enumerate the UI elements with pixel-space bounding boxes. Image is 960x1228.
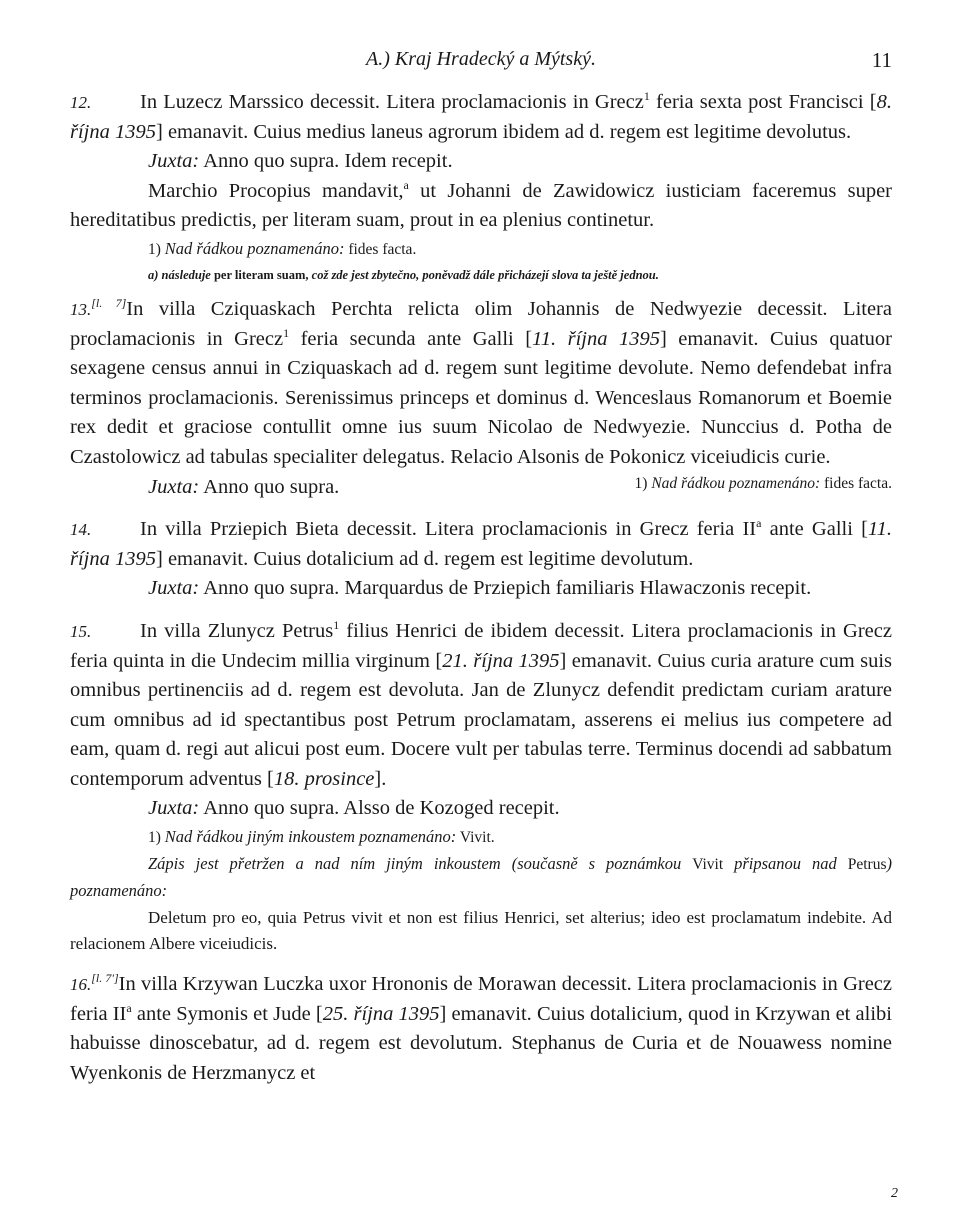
- page-header: [70, 40, 892, 80]
- entry-12-mandate: Marchio Procopius mandavit,$^a$ ut Johanni de Zawidowicz iusticiam faceremus super hereditatibus predictis, per literam suam, prout in ea plenius continetur.: [70, 177, 892, 232]
- date-ref: 11. října 1395: [532, 327, 660, 350]
- entry-14-text: 14. In villa Prziepich Bieta decessit. Litera proclamacionis in Grecz feria $II^a$ ante Galli [11. října 1395] emanavit. Cuius dotalicium ad d. regem est legitime devolutum.: [70, 516, 893, 570]
- deletion-note: Deletum pro eo, quia Petrus vivit et non est filius Henrici, set alterius; ideo est proclamatum indebite. Ad relacionem Albere viceiudicis.: [70, 908, 892, 954]
- entry-12-text: 12. In Luzecz Marssico decessit. Litera proclamacionis in Grecz$^1$ feria sexta post Francisci [8. října 1395] emanavit. Cuius medius laneus agrorum ibidem ad d. regem est legitime devolutus.: [70, 89, 892, 143]
- footnote-1: 1) Nad řádkou jiným inkoustem poznamenáno: Vivit.: [148, 827, 495, 847]
- entry-15-text: 15. In villa Zlunycz Petrus$^1$ filius Henrici de ibidem decessit. Litera proclamacionis in Grecz feria quinta in die Undecim millia virginum [21. října 1395] emanavit. Cuius curia arature cum suis omnibus pertinenciis ad d. regem est devoluta. Jan de Zlunycz defendit predictam curiam arature cum omnibus ad id spectantibus post Petrum proclamatam, asserens ei melius ius competere ad eam, quam d. regi aut alicui post eum. Docere vult per tabulas terre. Terminus docendi ad sabbatum contemporum adventus [18. prosince].: [70, 618, 892, 790]
- date-ref: 18. prosince: [273, 767, 375, 790]
- footnote-1: 1) Nad řádkou poznamenáno: fides facta.: [148, 238, 417, 258]
- page: [70, 40, 892, 1088]
- folio-ref: [l. 7]: [91, 296, 127, 311]
- entry-15: [70, 617, 892, 957]
- footnote-a: a) následuje per literam suam, což zde jest zbytečno, poněvadž dále přicházejí slova ta ještě jednou.: [148, 267, 659, 282]
- juxta-row: [70, 473, 892, 503]
- date-ref: 21. října 1395: [442, 649, 560, 672]
- entry-13-text: 13.[l. 7]In villa Cziquaskach Perchta relicta olim Johannis de Nedwyezie decessit. Litera proclamacionis in Grecz$^1$ feria secunda ante Galli [11. října 1395] emanavit. Cuius quatuor sexagene census annui in Cziquaskach ad d. regem sunt legitime devolute. Nemo defendebat infra terminos proclamacionis. Serenissimus princeps et dominus d. Wenceslaus Romanorum et Boemie rex dedit et graciose contullit omne ius suum Nicolao de Nedwyezie. Nunccius d. Potha de Czastolowicz ad tabulas specialiter delegatus. Relacio Alsonis de Pokonicz viceiudicis curie.: [70, 296, 892, 468]
- date-ref: 25. října 1395: [322, 1002, 440, 1025]
- signature-mark: 2: [891, 1186, 898, 1201]
- juxta-line: Juxta: Anno quo supra. Alsso de Kozoged recepit.: [148, 797, 560, 820]
- date-ref: 8. října 1395: [70, 91, 892, 143]
- entry-number: 12.: [70, 93, 92, 112]
- entry-13: [70, 295, 892, 502]
- footnote-1: 1) Nad řádkou poznamenáno: fides facta.: [634, 474, 892, 492]
- running-title: A.) Kraj Hradecký a Mýtský.: [366, 48, 596, 70]
- juxta-line: Juxta: Anno quo supra. Idem recepit.: [148, 150, 453, 173]
- entry-number: 15.: [70, 621, 92, 641]
- entry-16: [70, 970, 892, 1088]
- entry-12: [70, 88, 892, 287]
- editorial-note: Zápis jest přetržen a nad ním jiným inkoustem (současně s poznámkou Vivit připsanou nad Petrus) poznamenáno:: [70, 854, 892, 901]
- page-number: 11: [871, 48, 892, 72]
- entry-number: 13.: [70, 299, 92, 319]
- entry-number: 16.: [70, 975, 92, 995]
- entry-14: [70, 515, 892, 604]
- date-ref: 11. října 1395: [70, 518, 893, 570]
- entry-number: 14.: [70, 520, 92, 540]
- folio-ref: [l. 7']: [91, 971, 119, 986]
- juxta-line: Juxta: Anno quo supra. Marquardus de Prziepich familiaris Hlawaczonis recepit.: [148, 577, 812, 600]
- entry-16-text: 16.[l. 7']In villa Krzywan Luczka uxor Hrononis de Morawan decessit. Litera proclamacionis in Grecz feria $II^a$ ante Symonis et Jude [25. října 1395] emanavit. Cuius dotalicium, quod in Krzywan et alibi habuisse dinoscebatur, ad d. regem est devolutum. Stephanus de Curia et de Nouawess nomine Wyenkonis de Herzmanycz et: [70, 971, 893, 1084]
- juxta-line: Juxta: Anno quo supra.: [148, 475, 340, 498]
